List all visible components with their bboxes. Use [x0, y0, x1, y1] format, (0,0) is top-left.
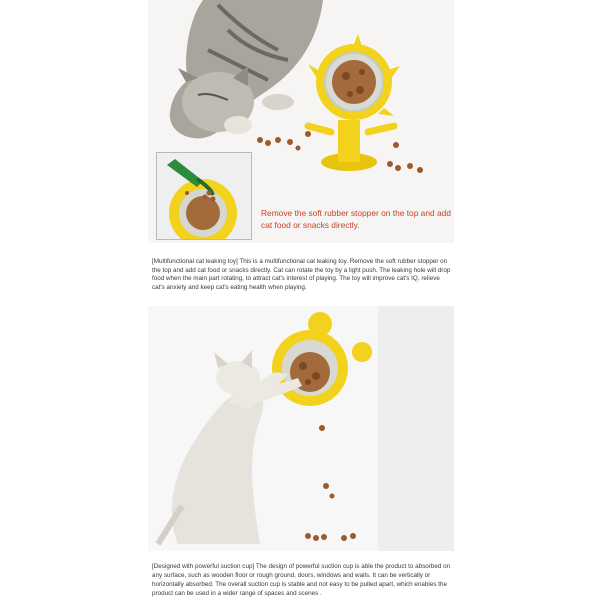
cat-playing-illustration	[148, 306, 454, 551]
multifunctional-description: [Multifunctional cat leaking toy] This is a multifunctional cat leaking toy. Remove the soft rubber stopper on the top and add cat food or snacks directly. Cat can rotate the toy by a light push. The leaking hole will drop food when the main part rotating, to attract cat's interest of playing. The toy will improve cat's IQ, relieve cat's anxiety and keep cat's eating health when playing.	[152, 258, 451, 292]
bottom-product-photo	[148, 306, 454, 551]
suction-cup-description: [Designed with powerful suction cup] The design of powerful suction cup is able the product to absorbed on any surface, such as wooden floor or rough ground, doors, windows and walls. It can be vertically or horizontally absorbed. The overall suction cup is stable and not easy to be pulled apart, which enables the product can be used in a wider range of spaces and scenes .	[152, 563, 451, 597]
filling-toy-illustration	[157, 153, 251, 239]
inset-detail-photo	[156, 152, 252, 240]
caption-add-food: Remove the soft rubber stopper on the top and add cat food or snacks directly.	[261, 208, 451, 230]
feeder-toy	[308, 34, 400, 171]
